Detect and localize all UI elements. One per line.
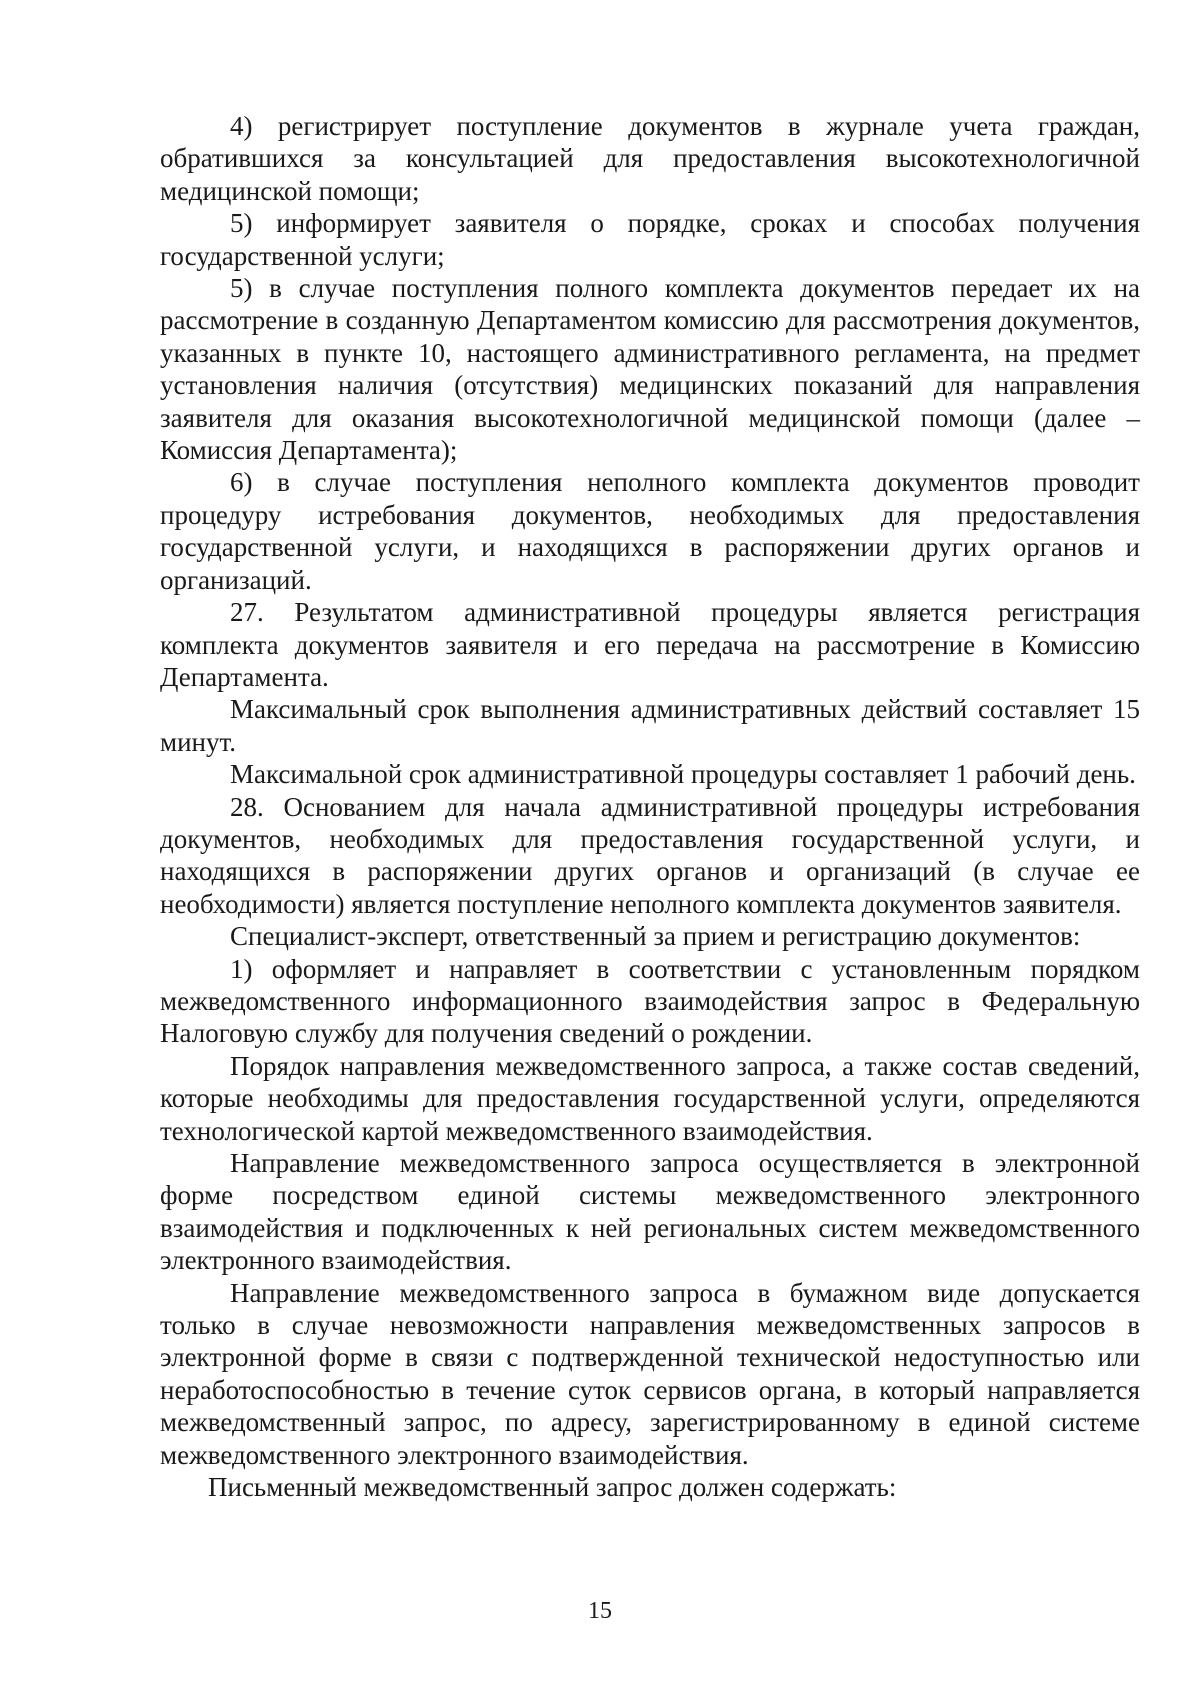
- paragraph-specialist: Специалист-эксперт, ответственный за прием и регистрацию документов:: [230, 921, 1081, 952]
- paragraph-clause-28: 28. Основанием для начала административной процедуры истребования документов, необходимых для предоставления государственной услуги, и находящихся в распоряжении других органов и организаций (в случае ее необходимости) является поступление неполного комплекта документов заявителя.: [160, 791, 1140, 919]
- paragraph-request-procedure: Порядок направления межведомственного запроса, а также состав сведений, которые необходимы для предоставления государственной услуги, определяются технологической картой межведомственного взаимодействия.: [160, 1050, 1140, 1146]
- paragraph-item-6: 6) в случае поступления неполного комплекта документов проводит процедуру истребования документов, необходимых для предоставления государственной услуги, и находящихся в распоряжении других органов и организаций.: [160, 467, 1140, 595]
- paragraph-item-4: 4) регистрирует поступление документов в журнале учета граждан, обратившихся за консультацией для предоставления высокотехнологичной медицинской помощи;: [160, 111, 1140, 206]
- paragraph-item-5-inform: 5) информирует заявителя о порядке, сроках и способах получения государственной услуги;: [160, 208, 1140, 271]
- paragraph-written-request: Письменный межведомственный запрос должен содержать:: [208, 1472, 897, 1503]
- paragraph-item-1-request: 1) оформляет и направляет в соответствии с установленным порядком межведомственного информационного взаимодействия запрос в Федеральную Налоговую службу для получения сведений о рождении.: [160, 953, 1140, 1049]
- page-number: 15: [588, 1598, 612, 1624]
- paragraph-max-time-actions: Максимальный срок выполнения административных действий составляет 15 минут.: [160, 694, 1140, 757]
- paragraph-paper-request: Направление межведомственного запроса в бумажном виде допускается только в случае невозможности направления межведомственных запросов в электронной форме в связи с подтвержденной технической недоступностью или неработоспособностью в течение суток сервисов органа, в который направляется межведомственный запрос, по адресу, зарегистрированному в единой системе межведомственного электронного взаимодействия.: [160, 1277, 1140, 1470]
- paragraph-clause-27: 27. Результатом административной процедуры является регистрация комплекта документов заявителя и его передача на рассмотрение в Комиссию Департамента.: [160, 597, 1140, 692]
- document-body: [160, 110, 1140, 1503]
- paragraph-max-time-procedure: Максимальной срок административной процедуры составляет 1 рабочий день.: [230, 759, 1136, 790]
- paragraph-electronic-request: Направление межведомственного запроса осуществляется в электронной форме посредством единой системы межведомственного электронного взаимодействия и подключенных к ней региональных систем межведомственного электронного взаимодействия.: [160, 1148, 1140, 1276]
- paragraph-item-5-full-set: 5) в случае поступления полного комплекта документов передает их на рассмотрение в созданную Департаментом комиссию для рассмотрения документов, указанных в пункте 10, настоящего административного регламента, на предмет установления наличия (отсутствия) медицинских показаний для направления заявителя для оказания высокотехнологичной медицинской помощи (далее – Комиссия Департамента);: [160, 273, 1140, 466]
